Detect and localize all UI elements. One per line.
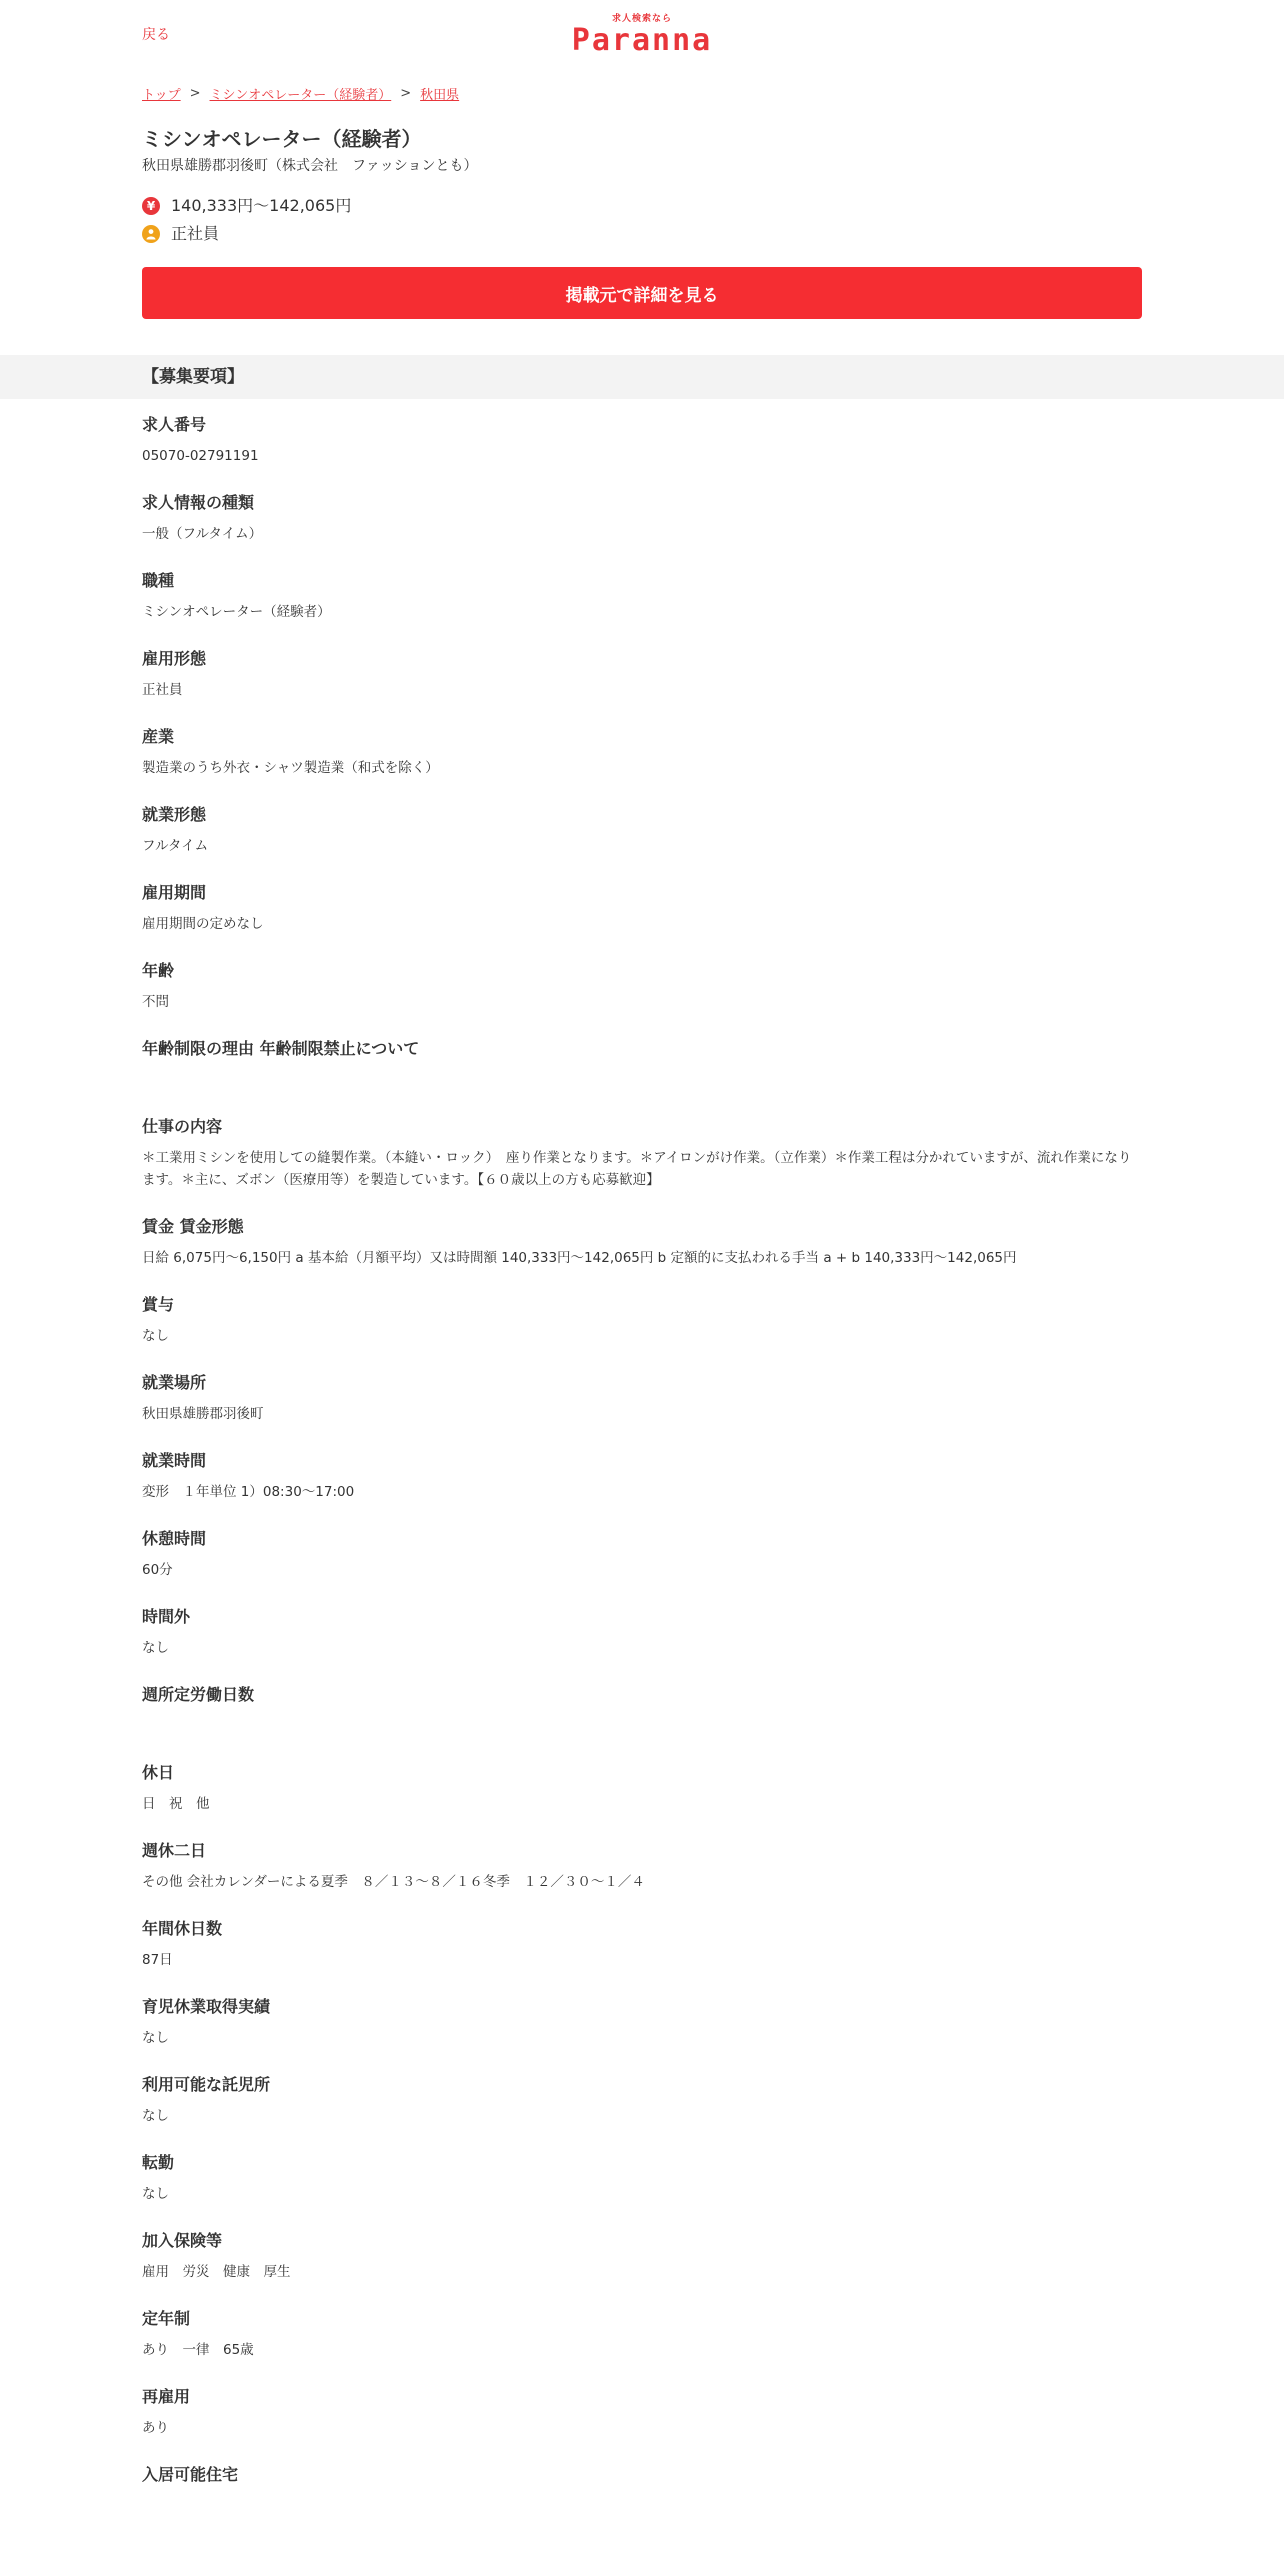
detail-item bbox=[142, 2229, 1142, 2283]
breadcrumb-top[interactable]: トップ bbox=[142, 88, 181, 103]
detail-label: 休憩時間 bbox=[142, 1529, 207, 1548]
detail-item bbox=[142, 1115, 1142, 1191]
detail-label: 週休二日 bbox=[142, 1841, 207, 1860]
breadcrumb-job-category[interactable]: ミシンオペレーター（経験者） bbox=[209, 88, 392, 103]
detail-item bbox=[142, 2463, 1142, 2517]
detail-value: 変形 １年単位 1）08:30～17:00 bbox=[142, 1484, 355, 1500]
detail-label: 時間外 bbox=[142, 1607, 191, 1626]
detail-item bbox=[142, 569, 1142, 623]
breadcrumb-separator: > bbox=[189, 86, 201, 101]
logo-tagline: 求人検索なら bbox=[611, 14, 672, 24]
detail-item bbox=[142, 1917, 1142, 1971]
detail-value: なし bbox=[142, 2108, 169, 2124]
detail-value: 05070-02791191 bbox=[142, 448, 259, 464]
detail-value: 正社員 bbox=[142, 682, 183, 698]
detail-item bbox=[142, 1527, 1142, 1581]
detail-value: その他 会社カレンダーによる夏季 ８／１３～８／１６冬季 １２／３０～１／４ bbox=[142, 1874, 645, 1890]
detail-item bbox=[142, 1371, 1142, 1425]
detail-label: 加入保険等 bbox=[142, 2231, 223, 2250]
detail-label: 賃金 賃金形態 bbox=[142, 1217, 244, 1236]
detail-item bbox=[142, 1683, 1142, 1737]
salary-row bbox=[142, 195, 1142, 217]
detail-item bbox=[142, 491, 1142, 545]
detail-value: 一般（フルタイム） bbox=[142, 526, 263, 542]
detail-label: 年齢制限の理由 年齢制限禁止について bbox=[142, 1039, 420, 1058]
detail-label: 年齢 bbox=[142, 961, 175, 980]
detail-value: 雇用 労災 健康 厚生 bbox=[142, 2264, 291, 2280]
breadcrumb bbox=[142, 84, 1142, 103]
detail-value: なし bbox=[142, 1328, 169, 1344]
detail-label: 育児休業取得実績 bbox=[142, 1997, 271, 2016]
detail-value: 87日 bbox=[142, 1952, 173, 1968]
section-title: 【募集要項】 bbox=[142, 367, 244, 387]
detail-item bbox=[142, 1839, 1142, 1893]
detail-label: 求人情報の種類 bbox=[142, 493, 255, 512]
detail-item bbox=[142, 2151, 1142, 2205]
detail-value: 雇用期間の定めなし bbox=[142, 916, 264, 932]
detail-value: あり 一律 65歳 bbox=[142, 2342, 254, 2358]
detail-value: フルタイム bbox=[142, 838, 209, 854]
job-title: ミシンオペレーター（経験者） bbox=[142, 127, 422, 151]
detail-value bbox=[142, 1069, 1142, 1091]
back-link[interactable]: 戻る bbox=[142, 27, 170, 43]
detail-label: 就業時間 bbox=[142, 1451, 207, 1470]
detail-label: 定年制 bbox=[142, 2309, 191, 2328]
detail-item bbox=[142, 1761, 1142, 1815]
detail-value: 製造業のうち外衣・シャツ製造業（和式を除く） bbox=[142, 760, 439, 776]
detail-label: 雇用期間 bbox=[142, 883, 207, 902]
detail-value: 60分 bbox=[142, 1562, 173, 1578]
job-details-list bbox=[142, 399, 1142, 2517]
detail-item bbox=[142, 2073, 1142, 2127]
detail-item bbox=[142, 2307, 1142, 2361]
yen-icon: ¥ bbox=[142, 197, 160, 215]
detail-label: 雇用形態 bbox=[142, 649, 207, 668]
detail-item bbox=[142, 1995, 1142, 2049]
section-header bbox=[0, 355, 1284, 399]
detail-value: ミシンオペレーター（経験者） bbox=[142, 604, 331, 620]
detail-label: 休日 bbox=[142, 1763, 175, 1782]
detail-item bbox=[142, 2385, 1142, 2439]
detail-label: 週所定労働日数 bbox=[142, 1685, 255, 1704]
salary-text: 140,333円～142,065円 bbox=[171, 196, 352, 215]
employment-row bbox=[142, 223, 1142, 245]
detail-value: あり bbox=[142, 2420, 169, 2436]
person-icon bbox=[142, 225, 160, 243]
detail-item bbox=[142, 803, 1142, 857]
logo-brand: Paranna bbox=[571, 23, 713, 58]
detail-value: なし bbox=[142, 1640, 169, 1656]
company-location: 秋田県雄勝郡羽後町（株式会社 ファッションとも） bbox=[142, 158, 478, 174]
breadcrumb-separator: > bbox=[400, 86, 412, 101]
detail-label: 再雇用 bbox=[142, 2387, 191, 2406]
detail-value: ＊工業用ミシンを使用しての縫製作業。（本縫い・ロック） 座り作業となります。＊アイロンがけ作業。（立作業）＊作業工程は分かれていますが、流れ作業になります。＊主に、ズボン（医療用等）を製造しています。【６０歳以上の方も応募歓迎】 bbox=[142, 1150, 1132, 1188]
detail-value: なし bbox=[142, 2030, 169, 2046]
detail-item bbox=[142, 1605, 1142, 1659]
detail-label: 仕事の内容 bbox=[142, 1117, 223, 1136]
detail-value: 秋田県雄勝郡羽後町 bbox=[142, 1406, 264, 1422]
breadcrumb-prefecture[interactable]: 秋田県 bbox=[420, 88, 460, 103]
detail-value: 日給 6,075円～6,150円 a 基本給（月額平均）又は時間額 140,333円～142,065円 b 定額的に支払われる手当 a + b 140,333円～142,065円 bbox=[142, 1250, 1017, 1266]
detail-label: 入居可能住宅 bbox=[142, 2465, 239, 2484]
detail-item bbox=[142, 1449, 1142, 1503]
detail-value: 日 祝 他 bbox=[142, 1796, 210, 1812]
detail-label: 転勤 bbox=[142, 2153, 175, 2172]
detail-item bbox=[142, 1037, 1142, 1091]
detail-value bbox=[142, 1715, 1142, 1737]
detail-value: 不問 bbox=[142, 994, 169, 1010]
detail-label: 年間休日数 bbox=[142, 1919, 223, 1938]
detail-label: 求人番号 bbox=[142, 415, 207, 434]
detail-item bbox=[142, 647, 1142, 701]
detail-label: 産業 bbox=[142, 727, 175, 746]
detail-label: 職種 bbox=[142, 571, 175, 590]
detail-item bbox=[142, 1215, 1142, 1269]
detail-value bbox=[142, 2495, 1142, 2517]
detail-value: なし bbox=[142, 2186, 169, 2202]
detail-label: 利用可能な託児所 bbox=[142, 2075, 271, 2094]
site-logo[interactable] bbox=[572, 14, 712, 57]
detail-item bbox=[142, 1293, 1142, 1347]
detail-label: 就業場所 bbox=[142, 1373, 207, 1392]
top-bar bbox=[142, 0, 1142, 72]
detail-label: 就業形態 bbox=[142, 805, 207, 824]
detail-item bbox=[142, 881, 1142, 935]
detail-label: 賞与 bbox=[142, 1295, 175, 1314]
detail-item bbox=[142, 725, 1142, 779]
employment-type-text: 正社員 bbox=[171, 224, 220, 243]
detail-item bbox=[142, 413, 1142, 467]
detail-item bbox=[142, 959, 1142, 1013]
view-details-button[interactable]: 掲載元で詳細を見る bbox=[142, 267, 1142, 319]
